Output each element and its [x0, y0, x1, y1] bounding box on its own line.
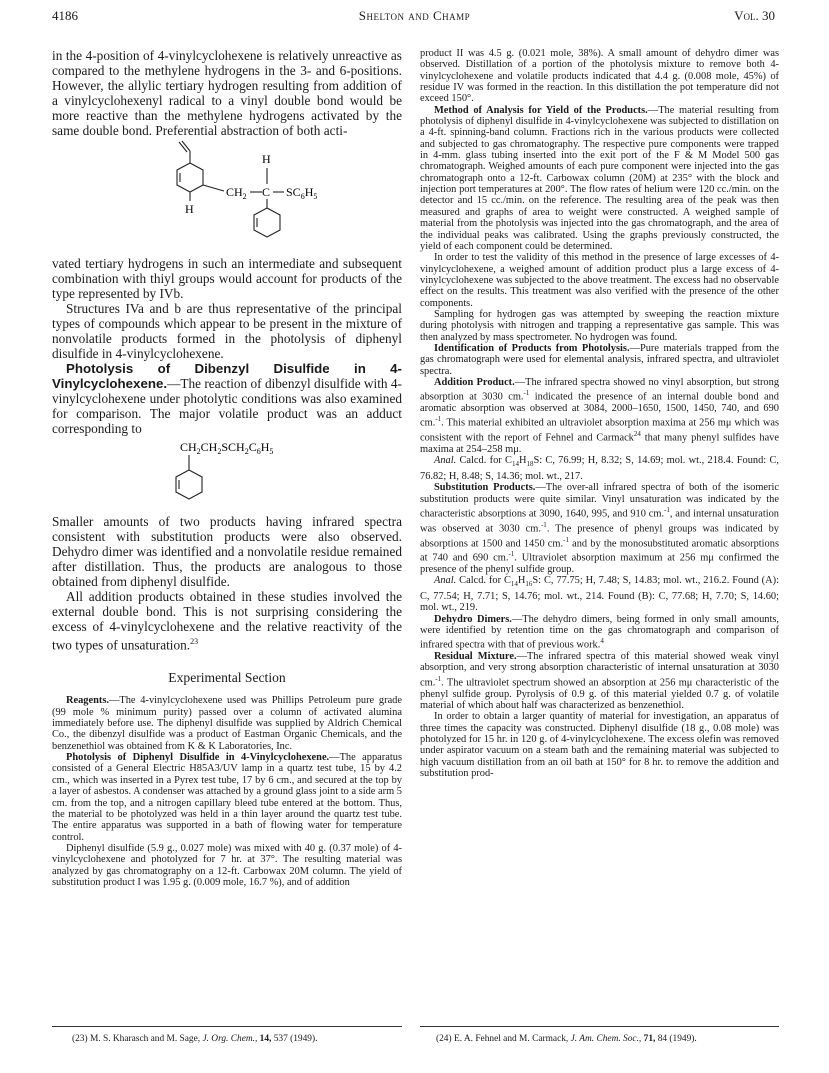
paragraph: Addition Product.—The infrared spectra showed no vinyl absorption, but strong absorption at 3030 cm.$^{-1}$ indicated the presence of an internal double bond and aromatic absorption was observed at 3084, 2000–1650, 1500, 1450, 740, and 690 cm.$^{-1}$. This material exhibited an ultraviolet absorption maxima at 256 mμ which was consistent with the report of Fehnel and Carmack$^{24}$ that many phenyl sulfides have maxima at 254–258 mμ.: [420, 376, 780, 456]
run-in-heading: Residual Mixture.: [434, 651, 517, 663]
paragraph: Photolysis of Diphenyl Disulfide in 4-Vinylcyclohexene.—The apparatus consisted of a General Electric H85A3/UV lamp in a quartz test tube, 15 by 4.2 cm., which was inserted in a Pyrex test tube, 17 by 6 cm., and secured at the top by a layer of asbestos. A condenser was attached by a ground glass joint to a side arm 5 cm. from the top, and a nitrogen capillary bleed tube entered at the bottom. Thus, the material to be photolyzed was held in a thin layer around the quartz test tube. The entire apparatus was supported in a bath of flowing water for temperature control.: [52, 752, 402, 843]
run-in-heading: Identification of Products from Photolysis.: [434, 342, 630, 354]
paragraph: All addition products obtained in these studies involved the external double bond. This is not surprising considering the excess of 4-vinylcyclohexene and the relative reactivity of the two types of unsaturation.$^{23}$: [52, 589, 402, 653]
struct1-ch2: $CH_2$: [226, 185, 247, 201]
reference-marker: 4: [600, 637, 604, 646]
section-title: Experimental Section: [168, 670, 286, 686]
paragraph: Structures IVa and b are thus representative of the principal types of compounds which appear to be present in the mixture of nonvolatile products formed in the photolysis of diphenyl disulfide in 4-vinylcyclohexene.: [52, 301, 402, 361]
paragraph: in the 4-position of 4-vinylcyclohexene is relatively unreactive as compared to the methylene hydrogens in the 3- and 6-positions. However, the allylic tertiary hydrogen resulting from addition of a vinylcyclohexenyl radical to a vinyl double bond would be more reactive than the methylene hydrogens activated by the same double bond. Preferential abstraction of both acti-: [52, 48, 402, 138]
struct1-c: C: [262, 185, 271, 199]
paragraph: product II was 4.5 g. (0.021 mole, 38%). A small amount of dehydro dimer was observed. Distillation of a portion of the photolysis mixture to remove both 4-vinylcyclohexene and volatile products indicated that 4.4 g. (0.008 mole, 45%) of residue IV was formed in the reaction. In this distillation the pot temperature did not exceed 150°.: [420, 48, 779, 105]
paragraph: Reagents.—The 4-vinylcyclohexene used was Phillips Petroleum pure grade (99 mole % minimum purity) passed over a column of activated alumina immediately before use. The diphenyl disulfide was supplied by Aldrich Chemical Co., the dibenzyl disulfide was a product of Eastman Organic Chemicals, and the benzenethiol was obtained from K & K Laboratories, Inc.: [52, 695, 402, 752]
footnote-23: (23) M. S. Kharasch and M. Sage, J. Org. Chem., 14, 537 (1949).: [72, 1034, 318, 1044]
paragraph: Anal. Calcd. for $C_{14}H_{18}S$: C, 76.99; H, 8.32; S, 14.69; mol. wt., 218.4. Found: C, 76.82; H, 8.48; S, 14.36; mol. wt., 217.: [420, 455, 779, 482]
paragraph: Smaller amounts of two products having infrared spectra consistent with substitution products were also observed. Dehydro dimer was identified and a nonvolatile residue remained after distillation. Thus, the products are analogous to those obtained from diphenyl disulfide.: [52, 514, 402, 589]
paragraph: In order to obtain a larger quantity of material for investigation, an apparatus of three times the capacity was constructed. Diphenyl disulfide (18 g., 0.08 mole) was photolyzed for 15 hr. in 120 g. of 4-vinylcyclohexene. The excess olefin was removed under aspirator vacuum on a steam bath and the remaining material was subjected to high vacuum distillation from an oil bath at 150° for 8 hr. to remove the addition and substitution prod-: [420, 711, 779, 779]
footnote-24: (24) E. A. Fehnel and M. Carmack, J. Am. Chem. Soc., 71, 84 (1949).: [436, 1034, 697, 1044]
paragraph: Identification of Products from Photolysis.—Pure materials trapped from the gas chromatograph were used for elemental analysis, infrared spectra, and ultraviolet spectra.: [420, 342, 779, 377]
run-in-heading: Dehydro Dimers.: [434, 613, 512, 625]
paragraph: Photolysis of Dibenzyl Disulfide in 4-Vinylcyclohexene.—The reaction of dibenzyl disulfide with 4-vinylcyclohexene under photolytic conditions was also examined for comparison. The major volatile product was an adduct corresponding to: [52, 361, 402, 436]
paragraph: Dehydro Dimers.—The dehydro dimers, being formed in only small amounts, were identified by retention time on the gas chromatograph and comparison of infrared spectra with that of previous work.$^4$: [420, 613, 780, 651]
paragraph: Residual Mixture.—The infrared spectra of this material showed weak vinyl absorption, and very strong absorption characteristic of internal unsaturation at 3030 cm.$^{-1}$. The ultraviolet spectrum showed an absorption at 256 mμ characteristic of the phenyl sulfide group. Pyrolysis of 0.9 g. of this material yielded 0.7 g. of volatile material of which about half was characterized as benzenethiol.: [420, 651, 779, 711]
left-column: [52, 48, 402, 888]
running-title: Shelton and Champ: [358, 8, 471, 23]
run-in-heading: Addition Product.: [434, 376, 515, 388]
run-in-heading: Photolysis of Diphenyl Disulfide in 4-Vinylcyclohexene.: [66, 752, 330, 764]
paragraph: Anal. Calcd. for $C_{14}H_{16}S$: C, 77.75; H, 7.48; S, 14.83; mol. wt., 216.2. Found (A): C, 77.54; H, 7.71; S, 14.76; mol. wt., 214. Found (B): C, 77.68; H, 7.70; S, 14.60; mol. wt., 219.: [420, 575, 779, 614]
structure-adduct-drawing: [52, 436, 402, 514]
run-in-heading: Photolysis of Dibenzyl Disulfide in 4-Vinylcyclohexene.: [52, 361, 402, 391]
struct1-h-left: H: [185, 202, 194, 216]
struct2-formula: $CH_2CH_2SCH_2C_6H_5$: [180, 440, 274, 456]
page-number: 4186: [52, 8, 78, 23]
struct1-sc6h5: $SC_6H_5$: [286, 185, 318, 201]
paragraph: In order to test the validity of this method in the presence of large excesses of 4-vinylcyclohexene, a weighed amount of addition product plus a large excess of 4-vinylcyclohexene was subjected to the above treatment. The excess had no observable effect on the results. This treatment was also verified with the presence of the other components.: [420, 252, 779, 309]
right-column: [420, 48, 779, 779]
footnote-rule: [52, 1026, 402, 1027]
reference-marker: 23: [190, 637, 199, 646]
struct1-h-top: H: [262, 152, 271, 166]
reference-marker: 24: [633, 430, 641, 439]
structure-ivb: [52, 138, 402, 256]
paragraph: Diphenyl disulfide (5.9 g., 0.027 mole) was mixed with 40 g. (0.37 mole) of 4-vinylcyclohexene and photolyzed for 7 hr. at 37°. The resulting material was analyzed by gas chromatography on a 12-ft. Carbowax 20M column. The yield of substitution product I was 1.95 g. (0.009 mole, 16.7 %), and of addition: [52, 842, 402, 888]
structure-adduct: [52, 436, 402, 514]
paragraph: Method of Analysis for Yield of the Products.—The material resulting from photolysis of diphenyl disulfide in 4-vinylcyclohexene was subjected to distillation on a 4-ft. spinning-band column. Fractions rich in the various products were collected and subjected to gas chromatography. The respective pure components were trapped in 4-mm. glass tubing inserted into the exit port of the F & M Model 500 gas chromatograph. Weighed amounts of each pure component were injected into the gas chromatograph onto a 12-ft. Carbowax column (20M) at 235° with the block and injection port temperatures at 200°. The flow rates of helium were 120 cc./min. on the detector and 15 cc./min. on the reference. The resulting area of the peak was then measured and graphs of area to weight were constructed. A weighed sample of material from the photolysis was injected into the gas chromatograph, and the area of the individual peaks was calibrated. Using the graphs previously constructed, the yield of each component could be determined.: [420, 104, 780, 252]
paragraph: Sampling for hydrogen gas was attempted by sweeping the reaction mixture during photolysis with nitrogen and trapping a representative gas sample. This was then analyzed by mass spectrometer. No hydrogen was found.: [420, 308, 779, 343]
paragraph: vated tertiary hydrogens in such an intermediate and subsequent combination with thiyl groups would account for products of the type represented by IVb.: [52, 256, 402, 301]
footnote-rule: [420, 1026, 779, 1027]
paragraph: Substitution Products.—The over-all infrared spectra of both of the isomeric substitution products were quite similar. Vinyl unsaturation was indicated by the characteristic absorptions at 3090, 1640, 995, and 910 cm.$^{-1}$, and internal unsaturation was observed at 3030 cm.$^{-1}$. The presence of phenyl groups was indicated by absorptions at 1500 and 1450 cm.$^{-1}$ and by the monosubstituted aromatic absorptions at 740 and 690 cm.$^{-1}$. Ultraviolet absorption maximum at 256 mμ confirmed the presence of the phenyl sulfide group.: [420, 482, 780, 576]
volume-label: Vol. 30: [734, 8, 775, 23]
run-in-heading: Method of Analysis for Yield of the Products.: [434, 104, 648, 116]
run-in-heading: Substitution Products.: [434, 482, 536, 494]
structure-ivb-drawing: [52, 138, 402, 256]
run-in-heading: Reagents.: [66, 695, 109, 707]
